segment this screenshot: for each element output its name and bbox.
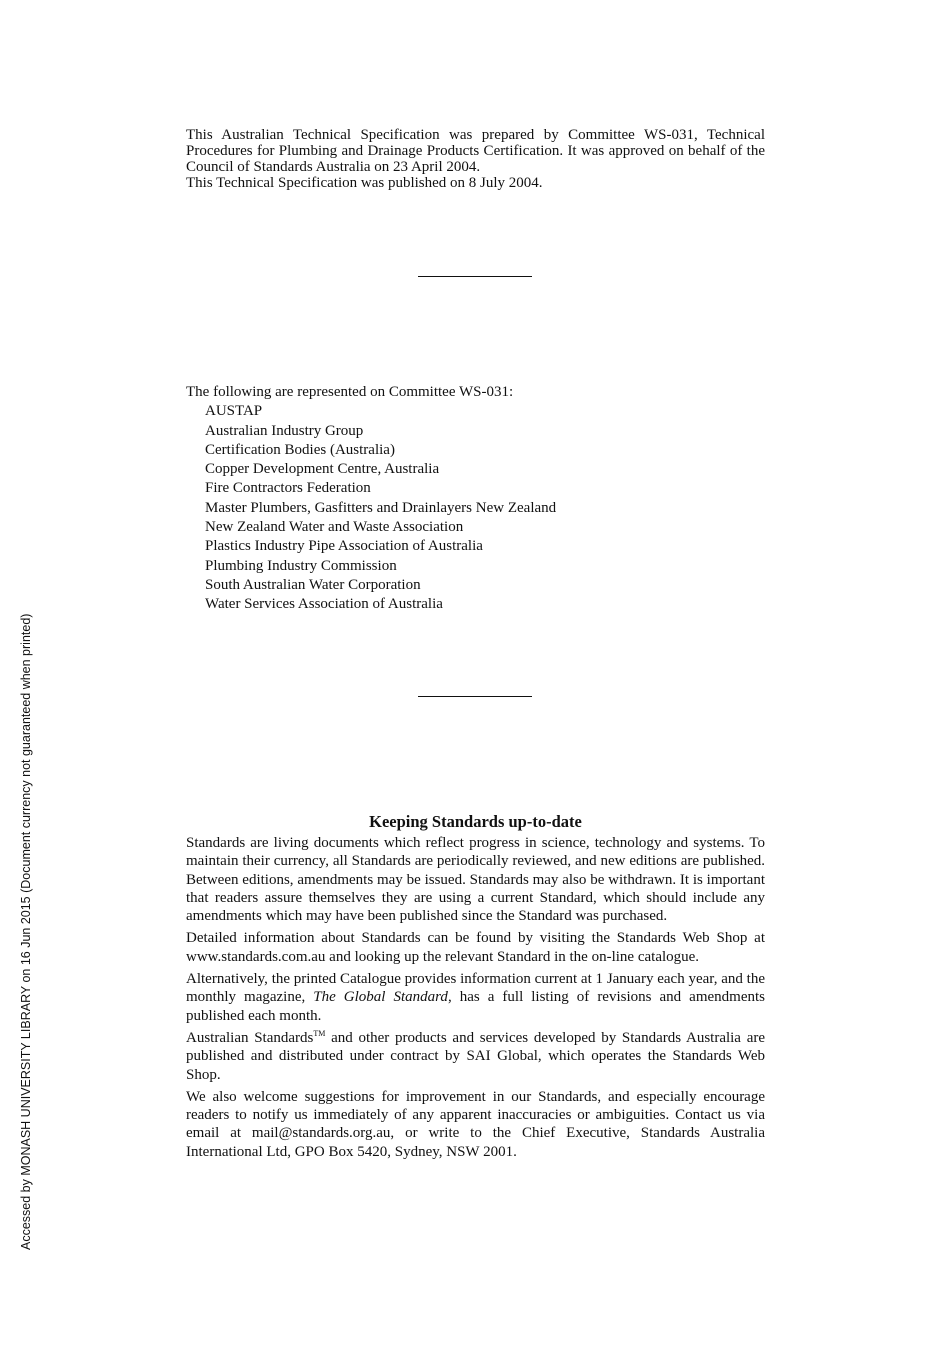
committee-member: Copper Development Centre, Australia (205, 461, 440, 478)
committee-section (186, 383, 765, 615)
committee-member: South Australian Water Corporation (205, 576, 421, 593)
living-documents-paragraph: Standards are living documents which reflect progress in science, technology and systems. To maintain their currency, all Standards are periodically reviewed, and new editions are published. Between editions, amendments may be issued. Standards may also be withdrawn. It is important that readers assure themselves they are using a current Standard, which should include any amendments which may have been published since the Standard was purchased. (186, 835, 765, 925)
keeping-standards-title: Keeping Standards up-to-date (369, 812, 582, 831)
committee-heading: The following are represented on Committee WS-031: (186, 384, 514, 400)
committee-member: Australian Industry Group (205, 422, 364, 439)
magazine-title: The Global Standard (313, 989, 448, 1006)
section-divider (418, 696, 532, 697)
approval-paragraph: This Australian Technical Specification was prepared by Committee WS-031, Technical Procedures for Plumbing and Drainage Products Certification. It was approved on behalf of the Council of Standards Australia on 23 April 2004. (186, 127, 765, 175)
committee-member: Plastics Industry Pipe Association of Australia (205, 538, 483, 555)
catalogue-paragraph (186, 970, 765, 1025)
section-divider (418, 276, 532, 277)
publication-paragraph: This Technical Specification was published on 8 July 2004. (186, 175, 543, 191)
committee-member: New Zealand Water and Waste Association (205, 519, 464, 536)
access-watermark: Accessed by MONASH UNIVERSITY LIBRARY on 16 Jun 2015 (Document currency not guaranteed when printed) (19, 613, 33, 1250)
committee-member: AUSTAP (205, 403, 263, 420)
sai-text-end: and other products and services developed by Standards Australia are published and distributed under contract by SAI Global, which operates the Standards Web Shop. (186, 1029, 766, 1083)
committee-member: Master Plumbers, Gasfitters and Drainlayers New Zealand (205, 499, 557, 516)
trademark-mark: TM (313, 1028, 326, 1038)
keeping-standards-section (186, 812, 765, 1165)
committee-member: Fire Contractors Federation (205, 480, 371, 497)
catalogue-text-end: , has a full listing of revisions and amendments published each month. (186, 989, 765, 1024)
catalogue-text-start: Alternatively, the printed Catalogue provides information current at 1 January each year, and the monthly magazine, (186, 971, 765, 1006)
committee-member: Water Services Association of Australia (205, 596, 443, 613)
suggestions-paragraph: We also welcome suggestions for improvement in our Standards, and especially encourage readers to notify us immediately of any apparent inaccuracies or ambiguities. Contact us via email at mail@standards.org.au, or write to the Chief Executive, Standards Australia International Ltd, GPO Box 5420, Sydney, NSW 2001. (186, 1088, 765, 1160)
sai-global-paragraph (186, 1029, 765, 1084)
committee-member-list (186, 402, 765, 614)
intro-section (186, 127, 765, 191)
committee-member: Plumbing Industry Commission (205, 557, 397, 574)
sai-text-start: Australian Standards (186, 1029, 314, 1046)
committee-member: Certification Bodies (Australia) (205, 441, 395, 458)
web-shop-paragraph: Detailed information about Standards can be found by visiting the Standards Web Shop at www.standards.com.au and looking up the relevant Standard in the on-line catalogue. (186, 930, 765, 965)
